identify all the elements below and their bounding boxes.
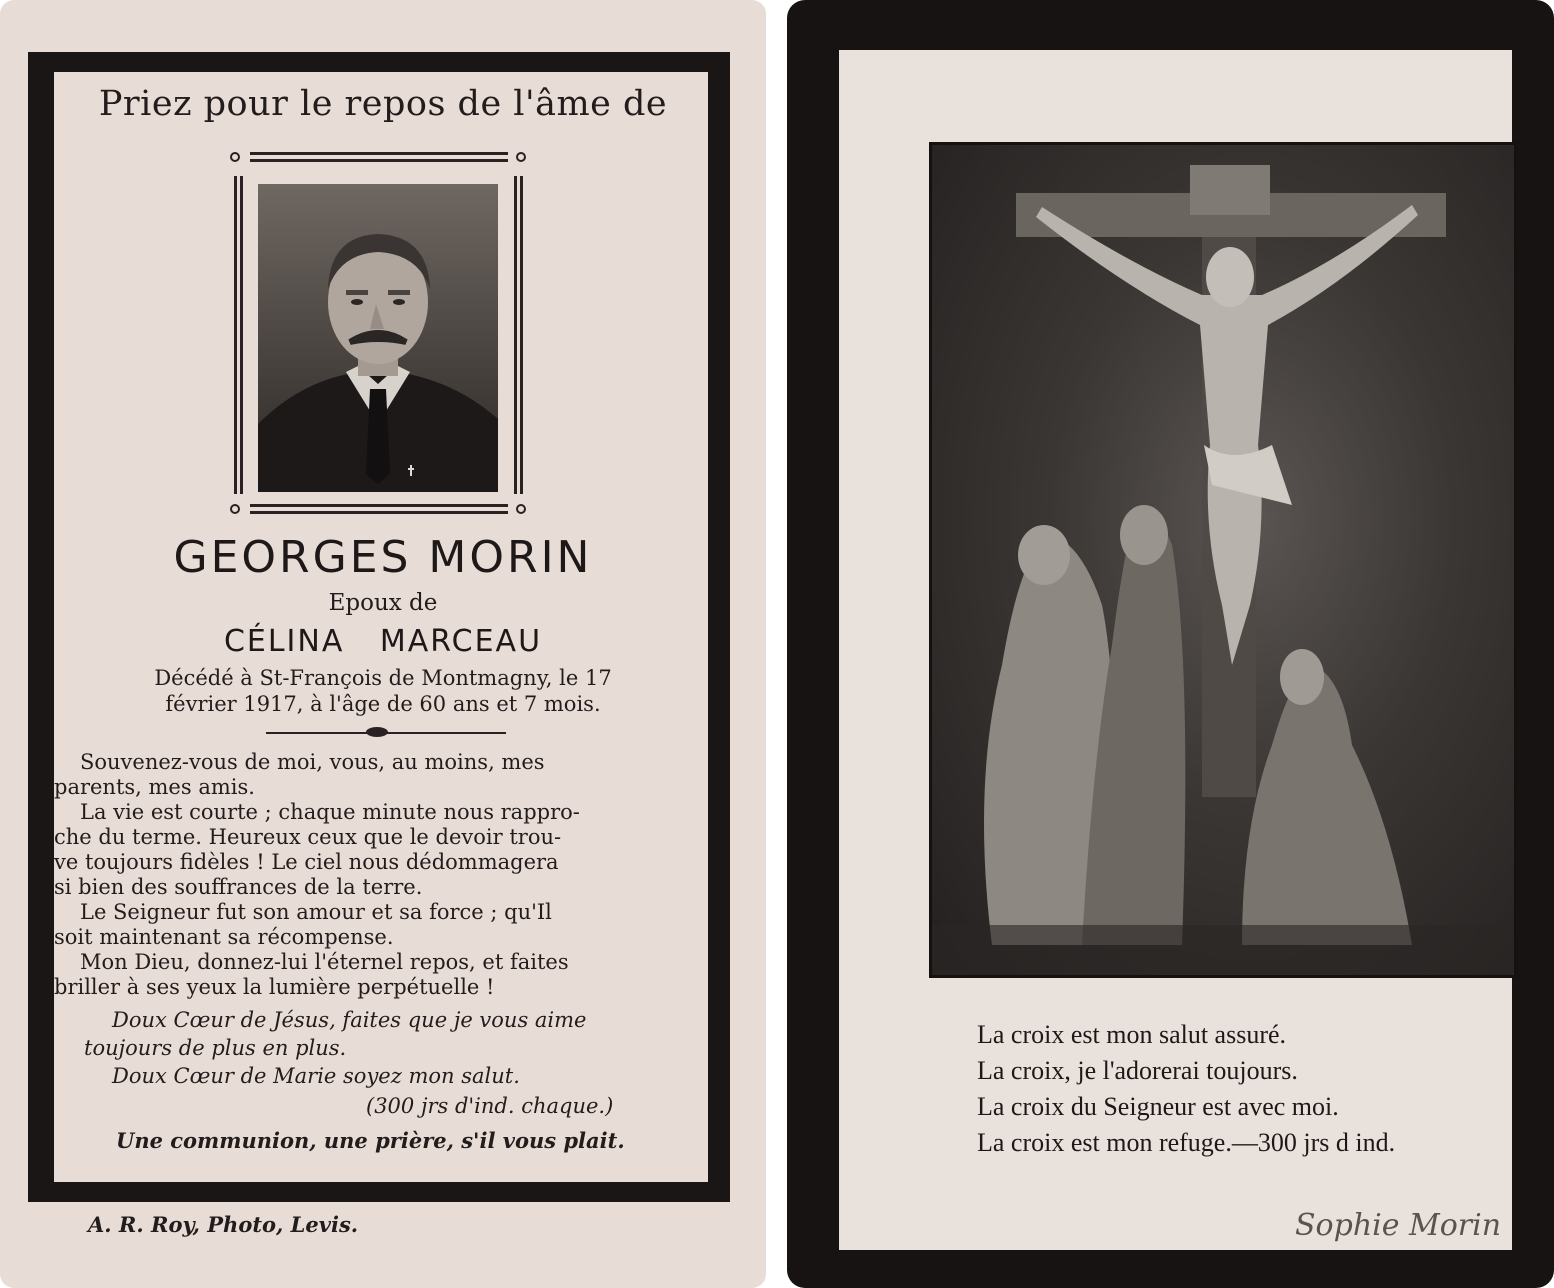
- prayer-line: soit maintenant sa récompense.: [54, 925, 394, 949]
- portrait-figure: [258, 184, 498, 492]
- ornament-left: [234, 176, 243, 494]
- ornament-dot: [230, 504, 240, 514]
- spouse-label: Epoux de: [328, 590, 438, 616]
- closing-request: Une communion, une prière, s'il vous plait.: [116, 1128, 625, 1153]
- divider-ornament: [366, 727, 388, 737]
- spouse-name: CÉLINA MARCEAU: [223, 624, 543, 659]
- prayer-line: Le Seigneur fut son amour et sa force ; qu'Il: [80, 900, 552, 924]
- memorial-card-front: [0, 0, 766, 1288]
- invocation-line: Doux Cœur de Jésus, faites que je vous aime: [112, 1008, 587, 1032]
- card-inner-panel: [839, 50, 1512, 1250]
- verse-line: La croix est mon refuge.—300 jrs d ind.: [977, 1128, 1396, 1157]
- memorial-card-back: [787, 0, 1554, 1288]
- verse-line: La croix est mon salut assuré.: [977, 1020, 1287, 1049]
- prayer-line: Mon Dieu, donnez-lui l'éternel repos, et faites: [80, 950, 569, 974]
- prayer-line: Souvenez-vous de moi, vous, au moins, mes: [80, 750, 545, 774]
- prayer-line: che du terme. Heureux ceux que le devoir trou-: [54, 825, 562, 849]
- prayer-line: La vie est courte ; chaque minute nous rappro-: [80, 800, 580, 824]
- ornament-dot: [230, 152, 240, 162]
- photographer-credit: A. R. Roy, Photo, Levis.: [88, 1212, 359, 1237]
- ornament-dot: [516, 504, 526, 514]
- prayer-line: briller à ses yeux la lumière perpétuelle !: [54, 975, 495, 999]
- crucifixion-image: [929, 142, 1517, 978]
- verse-line: La croix, je l'adorerai toujours.: [977, 1056, 1298, 1085]
- death-notice-line: février 1917, à l'âge de 60 ans et 7 mois.: [165, 692, 601, 716]
- indulgence-note: (300 jrs d'ind. chaque.): [366, 1094, 614, 1118]
- prayer-line: ve toujours fidèles ! Le ciel nous dédommagera: [54, 850, 559, 874]
- deceased-name: GEORGES MORIN: [173, 532, 593, 583]
- handwritten-signature: Sophie Morin: [1295, 1208, 1502, 1243]
- verse-line: La croix du Seigneur est avec moi.: [977, 1092, 1339, 1121]
- ornament-right: [514, 176, 523, 494]
- prayer-line: si bien des souffrances de la terre.: [54, 875, 423, 899]
- portrait-frame: [228, 150, 530, 520]
- crucifixion-scene: [932, 145, 1514, 975]
- prayer-line: parents, mes amis.: [54, 775, 255, 799]
- ornament-bottom: [250, 504, 508, 514]
- ornament-top: [250, 152, 508, 162]
- ornament-dot: [516, 152, 526, 162]
- invocation-line: toujours de plus en plus.: [84, 1036, 347, 1060]
- portrait-photo: [258, 184, 498, 492]
- card-title: Priez pour le repos de l'âme de: [98, 84, 668, 124]
- invocation-line: Doux Cœur de Marie soyez mon salut.: [112, 1064, 520, 1088]
- death-notice-line: Décédé à St-François de Montmagny, le 17: [154, 666, 612, 690]
